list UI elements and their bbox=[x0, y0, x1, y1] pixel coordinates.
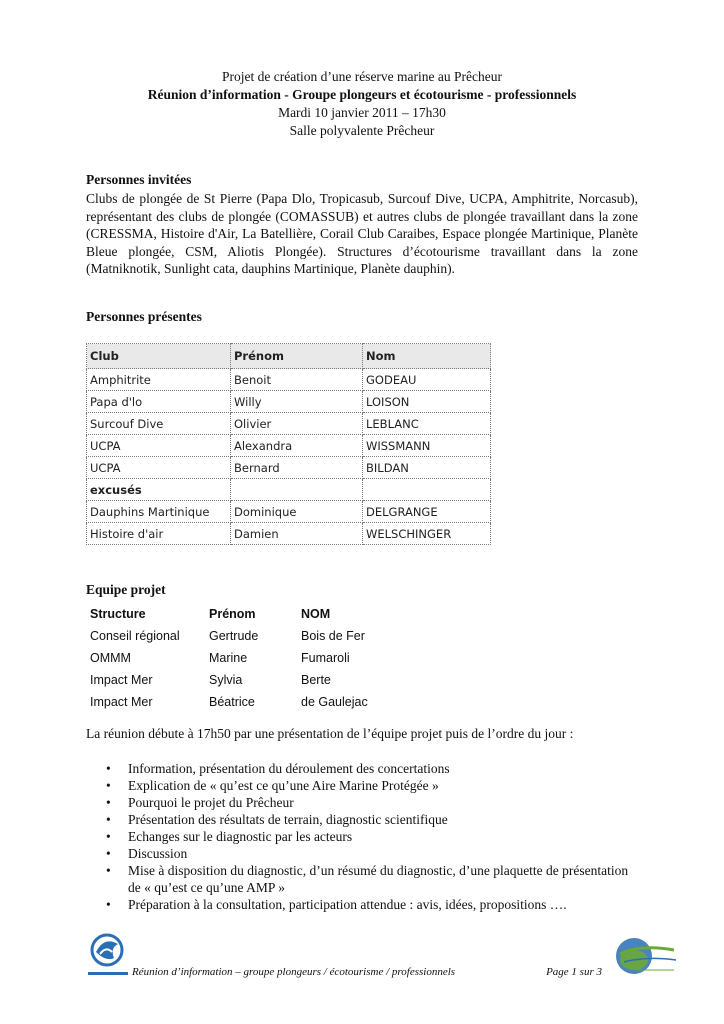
invitees-text: Clubs de plongée de St Pierre (Papa Dlo, Tropicasub, Surcouf Dive, UCPA, Amphitrite, Norcasub), représentant des clubs de plongée (COMASSUB) et autres clubs de plongée travaillant dans la zone (CRESSMA, Histoire d'Air, La Batellière, Corail Club Caraibes, Espace plongée Martinique, Planète Bleue plongée, CSM, Aliotis Plongée). Structures d’écotourisme travaillant dans la zone (Matniknotik, Sunlight cata, dauphins Martinique, Planète dauphin). bbox=[86, 191, 638, 277]
cell-nom: Fumaroli bbox=[301, 651, 350, 665]
cell-club: Histoire d'air bbox=[87, 523, 231, 545]
bullet-icon: • bbox=[106, 778, 111, 793]
cell-club: Papa d'lo bbox=[87, 391, 231, 413]
cell-prenom: Benoit bbox=[231, 369, 363, 391]
bullet-icon: • bbox=[106, 829, 111, 844]
column-header-nom: Nom bbox=[363, 344, 491, 369]
cell-nom: DELGRANGE bbox=[363, 501, 491, 523]
cell-club: Amphitrite bbox=[87, 369, 231, 391]
cell-prenom: Damien bbox=[231, 523, 363, 545]
list-item: • Préparation à la consultation, participation attendue : avis, idées, propositions …. bbox=[106, 897, 567, 912]
bullet-icon: • bbox=[106, 897, 111, 912]
table-row bbox=[87, 435, 491, 457]
list-item: • Pourquoi le projet du Prêcheur bbox=[106, 795, 294, 810]
column-header-club: Club bbox=[87, 344, 231, 369]
meeting-intro: La réunion débute à 17h50 par une présentation de l’équipe projet puis de l’ordre du jour : bbox=[86, 726, 574, 741]
table-header-row bbox=[87, 344, 491, 369]
cell-nom: LOISON bbox=[363, 391, 491, 413]
table-row bbox=[87, 523, 491, 545]
cell-prenom: Dominique bbox=[231, 501, 363, 523]
footer-text: Réunion d’information – groupe plongeurs / écotourisme / professionnels bbox=[132, 966, 456, 978]
meeting-location: Salle polyvalente Prêcheur bbox=[289, 123, 435, 138]
cell-nom: GODEAU bbox=[363, 369, 491, 391]
cell-nom: Berte bbox=[301, 673, 331, 687]
table-row bbox=[86, 691, 421, 713]
cell-prenom: Alexandra bbox=[231, 435, 363, 457]
cell-prenom: Marine bbox=[209, 651, 248, 665]
document-header bbox=[86, 68, 638, 140]
region-martinique-logo bbox=[84, 928, 134, 980]
invitees-heading: Personnes invitées bbox=[86, 172, 192, 187]
table-row bbox=[86, 625, 421, 647]
cell-prenom: Bernard bbox=[231, 457, 363, 479]
table-row bbox=[87, 391, 491, 413]
bullet-icon: • bbox=[106, 812, 111, 827]
present-table bbox=[86, 343, 491, 545]
cell-prenom: Olivier bbox=[231, 413, 363, 435]
table-row bbox=[87, 457, 491, 479]
cell-prenom: Béatrice bbox=[209, 695, 255, 709]
list-item: • Information, présentation du déroulement des concertations bbox=[106, 761, 450, 776]
cell-structure: Impact Mer bbox=[90, 673, 153, 687]
cell-prenom: Sylvia bbox=[209, 673, 243, 687]
table-row bbox=[87, 369, 491, 391]
impact-mer-logo bbox=[610, 934, 680, 978]
list-item: • Echanges sur le diagnostic par les acteurs bbox=[106, 829, 353, 844]
table-header-row bbox=[86, 603, 421, 625]
page-footer bbox=[132, 966, 602, 978]
excuses-label: excusés bbox=[87, 479, 231, 501]
column-header-prenom: Prénom bbox=[209, 607, 256, 621]
column-header-prenom: Prénom bbox=[231, 344, 363, 369]
agenda-list bbox=[106, 760, 638, 913]
cell-nom: BILDAN bbox=[363, 457, 491, 479]
cell-nom: LEBLANC bbox=[363, 413, 491, 435]
list-item: • Discussion bbox=[106, 846, 188, 861]
cell-club: Surcouf Dive bbox=[87, 413, 231, 435]
cell-structure: OMMM bbox=[90, 651, 131, 665]
team-heading: Equipe projet bbox=[86, 582, 166, 597]
cell-nom: WISSMANN bbox=[363, 435, 491, 457]
project-title: Projet de création d’une réserve marine au Prêcheur bbox=[222, 69, 502, 84]
meeting-title: Réunion d’information - Groupe plongeurs et écotourisme - professionnels bbox=[147, 87, 577, 102]
cell-nom: de Gaulejac bbox=[301, 695, 368, 709]
meeting-date: Mardi 10 janvier 2011 – 17h30 bbox=[278, 105, 446, 120]
present-heading: Personnes présentes bbox=[86, 309, 202, 324]
bullet-icon: • bbox=[106, 846, 111, 861]
team-table bbox=[86, 603, 421, 713]
table-row bbox=[86, 669, 421, 691]
cell-structure: Conseil régional bbox=[90, 629, 180, 643]
cell-club: UCPA bbox=[87, 435, 231, 457]
cell-prenom: Willy bbox=[231, 391, 363, 413]
cell-club: UCPA bbox=[87, 457, 231, 479]
excuses-row bbox=[87, 479, 491, 501]
table-row bbox=[87, 501, 491, 523]
page-number: Page 1 sur 3 bbox=[546, 966, 602, 978]
column-header-structure: Structure bbox=[90, 607, 146, 621]
list-item: • Présentation des résultats de terrain, diagnostic scientifique bbox=[106, 812, 448, 827]
bullet-icon: • bbox=[106, 795, 111, 810]
cell-nom: WELSCHINGER bbox=[363, 523, 491, 545]
bullet-icon: • bbox=[106, 863, 111, 878]
table-row bbox=[86, 647, 421, 669]
cell-nom: Bois de Fer bbox=[301, 629, 365, 643]
bullet-icon: • bbox=[106, 761, 111, 776]
column-header-nom: NOM bbox=[301, 607, 331, 621]
cell-structure: Impact Mer bbox=[90, 695, 153, 709]
list-item: • Mise à disposition du diagnostic, d’un résumé du diagnostic, d’une plaquette de présentation de « qu’est ce qu’une AMP » bbox=[106, 863, 629, 895]
cell-club: Dauphins Martinique bbox=[87, 501, 231, 523]
table-row bbox=[87, 413, 491, 435]
cell-prenom: Gertrude bbox=[209, 629, 259, 643]
list-item: • Explication de « qu’est ce qu’une Aire Marine Protégée » bbox=[106, 778, 439, 793]
